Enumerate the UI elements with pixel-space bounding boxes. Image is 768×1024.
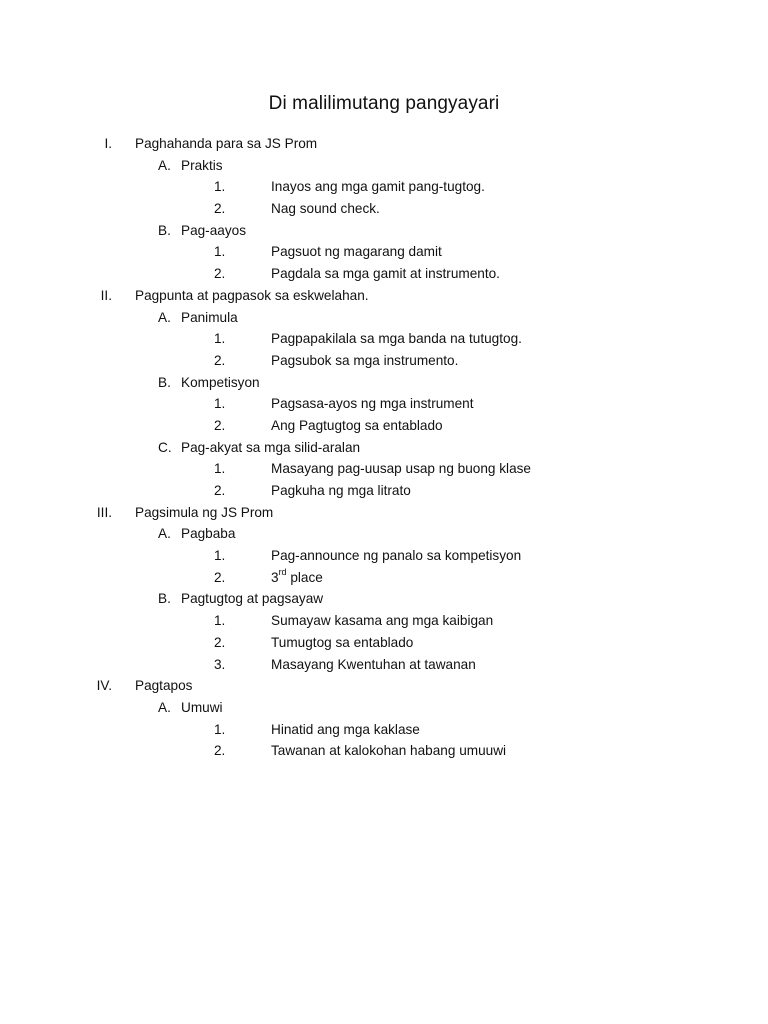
outline-number: 1. xyxy=(214,613,226,629)
outline-item-level-2 xyxy=(0,220,768,242)
outline-number: A. xyxy=(158,699,171,715)
outline-text xyxy=(181,220,246,242)
outline-text xyxy=(271,263,500,285)
outline-item-level-2 xyxy=(0,307,768,329)
outline-item-level-2 xyxy=(0,437,768,459)
outline-number: B. xyxy=(158,374,171,390)
outline-number: A. xyxy=(158,157,171,173)
outline-item-level-2 xyxy=(0,155,768,177)
outline-text xyxy=(271,458,531,480)
outline-item-level-3 xyxy=(0,545,768,567)
outline-text-after: place xyxy=(286,569,323,585)
outline-text-main: Hinatid ang mga kaklase xyxy=(271,721,420,737)
outline-text-main: Sumayaw kasama ang mga kaibigan xyxy=(271,613,494,629)
document-title: Di malilimutang pangyayari xyxy=(268,93,500,114)
outline-text xyxy=(135,285,369,307)
outline-number: I. xyxy=(104,136,112,151)
outline-number: 3. xyxy=(214,656,226,672)
outline-text xyxy=(135,133,317,155)
outline-text-main: Inayos ang mga gamit pang-tugtog. xyxy=(271,179,485,195)
outline-text xyxy=(181,523,235,545)
outline-text-main: Pagpunta at pagpasok sa eskwelahan. xyxy=(135,287,369,303)
outline-number: IV. xyxy=(96,678,112,694)
superscript-text: rd xyxy=(278,567,287,578)
outline-item-level-3 xyxy=(0,328,768,350)
outline-item-level-3 xyxy=(0,458,768,480)
outline-number: 2. xyxy=(214,743,226,759)
outline-text xyxy=(181,307,238,329)
outline-text xyxy=(135,675,192,697)
outline-text-main: Pagsasa-ayos ng mga instrument xyxy=(271,396,474,412)
outline-number: 1. xyxy=(214,179,226,195)
outline-item-level-3 xyxy=(0,415,768,437)
outline-text xyxy=(271,198,380,220)
outline-text xyxy=(271,632,413,654)
outline-text-main: Paghahanda para sa JS Prom xyxy=(135,136,318,151)
outline-item-level-3 xyxy=(0,719,768,741)
outline-text-main: Ang Pagtugtog sa entablado xyxy=(271,417,443,433)
outline-text xyxy=(271,241,442,263)
outline-number: 2. xyxy=(214,483,226,498)
outline-item-level-1 xyxy=(0,675,768,697)
outline-text-main: Masayang Kwentuhan at tawanan xyxy=(271,656,476,672)
outline-number: 2. xyxy=(214,569,226,585)
outline-text-main: Panimula xyxy=(181,309,238,325)
outline-text xyxy=(181,697,223,719)
outline-text xyxy=(181,372,260,394)
outline-text-main: Pagsimula ng JS Prom xyxy=(135,504,274,520)
outline-item-level-3 xyxy=(0,393,768,415)
outline-item-level-1 xyxy=(0,502,768,524)
outline-text-main: Pagkuha ng mga litrato xyxy=(271,483,411,498)
outline-number: C. xyxy=(158,439,172,455)
outline-item-level-2 xyxy=(0,697,768,719)
outline-number: 1. xyxy=(214,331,226,347)
outline-text xyxy=(135,502,273,524)
outline-number: 2. xyxy=(214,352,226,368)
outline-item-level-3 xyxy=(0,241,768,263)
outline-item-level-3 xyxy=(0,610,768,632)
outline-text xyxy=(271,654,476,676)
outline-number: 1. xyxy=(214,548,226,564)
outline-text-main: Pagpapakilala sa mga banda na tutugtog. xyxy=(271,331,522,347)
outline-text xyxy=(271,176,485,198)
outline-text-main: Kompetisyon xyxy=(181,374,260,390)
outline-list xyxy=(0,133,768,762)
outline-item-level-3 xyxy=(0,176,768,198)
outline-number: II. xyxy=(100,287,112,303)
outline-text-main: Pagtugtog at pagsayaw xyxy=(181,591,324,607)
outline-text-main: Umuwi xyxy=(181,699,223,715)
outline-text xyxy=(271,567,323,589)
outline-item-level-3 xyxy=(0,480,768,502)
outline-item-level-3 xyxy=(0,632,768,654)
outline-number: 2. xyxy=(214,266,226,282)
outline-number: 1. xyxy=(214,461,226,477)
outline-item-level-3 xyxy=(0,350,768,372)
outline-text xyxy=(271,545,521,567)
outline-item-level-3 xyxy=(0,198,768,220)
outline-number: 1. xyxy=(214,721,226,737)
outline-text xyxy=(271,415,443,437)
outline-text xyxy=(271,719,420,741)
outline-text-main: Pag-announce ng panalo sa kompetisyon xyxy=(271,548,522,564)
outline-number: 2. xyxy=(214,417,226,433)
outline-text xyxy=(271,480,411,502)
outline-text xyxy=(181,155,223,177)
outline-item-level-3 xyxy=(0,654,768,676)
outline-number: 1. xyxy=(214,396,226,412)
outline-text xyxy=(181,437,360,459)
outline-text xyxy=(271,350,458,372)
outline-text-main: Pag-aayos xyxy=(181,222,246,238)
outline-text-main: 3 xyxy=(271,569,279,585)
outline-item-level-2 xyxy=(0,372,768,394)
outline-text-main: Pagsubok sa mga instrumento. xyxy=(271,352,459,368)
outline-text xyxy=(271,740,506,762)
outline-item-level-3 xyxy=(0,567,768,589)
outline-text-main: Pagtapos xyxy=(135,678,193,694)
outline-text xyxy=(271,610,493,632)
outline-item-level-3 xyxy=(0,740,768,762)
outline-number: B. xyxy=(158,591,171,607)
outline-item-level-2 xyxy=(0,523,768,545)
outline-number: A. xyxy=(158,309,171,325)
outline-text-main: Tumugtog sa entablado xyxy=(271,634,414,650)
outline-item-level-3 xyxy=(0,263,768,285)
outline-text xyxy=(271,328,522,350)
outline-number: III. xyxy=(96,504,112,520)
outline-number: 2. xyxy=(214,634,226,650)
outline-text-main: Pagbaba xyxy=(181,526,236,542)
outline-text-main: Pagsuot ng magarang damit xyxy=(271,244,442,260)
outline-item-level-1 xyxy=(0,133,768,155)
outline-text-main: Pagdala sa mga gamit at instrumento. xyxy=(271,266,500,282)
outline-number: 1. xyxy=(214,244,226,260)
outline-text-main: Masayang pag-uusap usap ng buong klase xyxy=(271,461,531,477)
outline-number: 2. xyxy=(214,201,226,217)
outline-number: A. xyxy=(158,526,171,542)
outline-item-level-2 xyxy=(0,588,768,610)
outline-text-main: Tawanan at kalokohan habang umuuwi xyxy=(271,743,507,759)
outline-text-main: Nag sound check. xyxy=(271,201,380,217)
outline-text-main: Praktis xyxy=(181,157,223,173)
outline-text xyxy=(181,588,323,610)
outline-number: B. xyxy=(158,222,171,238)
outline-item-level-1 xyxy=(0,285,768,307)
outline-text-main: Pag-akyat sa mga silid-aralan xyxy=(181,439,361,455)
outline-text xyxy=(271,393,474,415)
